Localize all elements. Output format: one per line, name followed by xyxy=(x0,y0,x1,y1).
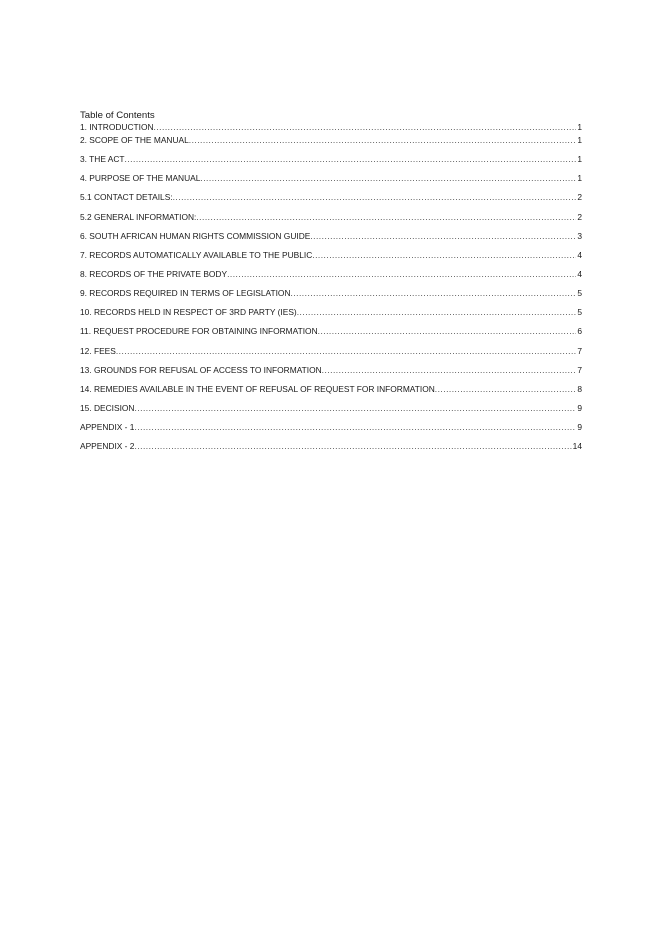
toc-entry-page-number: 5 xyxy=(577,288,582,299)
toc-entry-page-number: 2 xyxy=(577,211,582,222)
toc-entry[interactable] xyxy=(80,384,582,403)
toc-entry[interactable] xyxy=(80,192,582,211)
toc-entry-title: 2. SCOPE OF THE MANUAL xyxy=(80,135,189,145)
table-of-contents xyxy=(80,110,582,460)
toc-dot-leader xyxy=(227,269,576,279)
toc-entry-title: 1. INTRODUCTION xyxy=(80,122,154,132)
toc-entry[interactable] xyxy=(80,250,582,269)
toc-dot-leader xyxy=(291,288,577,298)
toc-entry[interactable] xyxy=(80,288,582,307)
toc-entry-page-number: 1 xyxy=(577,135,582,145)
toc-entry-title: 10. RECORDS HELD IN RESPECT OF 3RD PARTY (IES) xyxy=(80,307,297,318)
toc-dot-leader xyxy=(134,441,571,451)
toc-entry[interactable] xyxy=(80,269,582,288)
toc-entry[interactable] xyxy=(80,154,582,173)
toc-entry-title: 14. REMEDIES AVAILABLE IN THE EVENT OF REFUSAL OF REQUEST FOR INFORMATION xyxy=(80,383,435,394)
toc-entry-page-number: 1 xyxy=(577,173,582,184)
toc-dot-leader xyxy=(116,346,576,356)
toc-entry[interactable] xyxy=(80,346,582,365)
toc-entry[interactable] xyxy=(80,212,582,231)
toc-entry-title: 11. REQUEST PROCEDURE FOR OBTAINING INFORMATION xyxy=(80,326,318,337)
toc-entry-title: 4. PURPOSE OF THE MANUAL xyxy=(80,173,201,184)
toc-entry-title: APPENDIX - 2 xyxy=(80,441,135,452)
toc-entry[interactable] xyxy=(80,441,582,460)
toc-entry-page-number: 6 xyxy=(577,326,582,337)
toc-entry-page-number: 4 xyxy=(577,249,582,260)
toc-entry[interactable] xyxy=(80,122,582,135)
toc-entry-page-number: 7 xyxy=(577,364,582,375)
toc-dot-leader xyxy=(189,135,577,145)
toc-entry-title: 7. RECORDS AUTOMATICALLY AVAILABLE TO THE PUBLIC xyxy=(80,249,313,260)
toc-entry-title: 5.1 CONTACT DETAILS: xyxy=(80,192,173,203)
toc-entry-title: APPENDIX - 1 xyxy=(80,422,135,433)
toc-entry-page-number: 5 xyxy=(577,307,582,318)
toc-entry[interactable] xyxy=(80,422,582,441)
toc-entry-title: 12. FEES xyxy=(80,345,116,356)
toc-entry-page-number: 1 xyxy=(577,154,582,165)
toc-entry[interactable] xyxy=(80,135,582,154)
toc-entry[interactable] xyxy=(80,173,582,192)
toc-dot-leader xyxy=(196,212,576,222)
toc-entry-page-number: 14 xyxy=(572,441,582,452)
toc-entry-page-number: 4 xyxy=(577,268,582,279)
toc-entry-title: 5.2 GENERAL INFORMATION: xyxy=(80,211,197,222)
toc-entry-page-number: 1 xyxy=(577,122,582,132)
toc-entry-title: 13. GROUNDS FOR REFUSAL OF ACCESS TO INFORMATION xyxy=(80,364,322,375)
toc-dot-leader xyxy=(173,192,577,202)
toc-dot-leader xyxy=(310,231,576,241)
toc-heading: Table of Contents xyxy=(80,110,155,121)
toc-entry-page-number: 7 xyxy=(577,345,582,356)
toc-dot-leader xyxy=(297,307,577,317)
toc-entry[interactable] xyxy=(80,403,582,422)
toc-dot-leader xyxy=(322,365,577,375)
toc-dot-leader xyxy=(134,403,576,413)
toc-entry[interactable] xyxy=(80,365,582,384)
toc-entry-page-number: 8 xyxy=(577,383,582,394)
toc-entry-title: 9. RECORDS REQUIRED IN TERMS OF LEGISLATION xyxy=(80,288,291,299)
toc-dot-leader xyxy=(318,326,577,336)
toc-entry-page-number: 9 xyxy=(577,422,582,433)
toc-entry[interactable] xyxy=(80,231,582,250)
toc-list xyxy=(80,122,582,460)
toc-dot-leader xyxy=(435,384,577,394)
toc-entry-title: 8. RECORDS OF THE PRIVATE BODY xyxy=(80,268,228,279)
toc-entry-title: 6. SOUTH AFRICAN HUMAN RIGHTS COMMISSION GUIDE xyxy=(80,230,311,241)
toc-dot-leader xyxy=(200,173,576,183)
toc-dot-leader xyxy=(312,250,576,260)
toc-entry-page-number: 9 xyxy=(577,402,582,413)
toc-entry[interactable] xyxy=(80,326,582,345)
toc-entry[interactable] xyxy=(80,307,582,326)
toc-dot-leader xyxy=(125,154,577,164)
toc-entry-title: 3. THE ACT xyxy=(80,154,125,165)
toc-dot-leader xyxy=(154,122,577,132)
toc-entry-page-number: 3 xyxy=(577,230,582,241)
toc-dot-leader xyxy=(134,422,576,432)
toc-entry-title: 15. DECISION xyxy=(80,402,135,413)
toc-entry-page-number: 2 xyxy=(577,192,582,203)
